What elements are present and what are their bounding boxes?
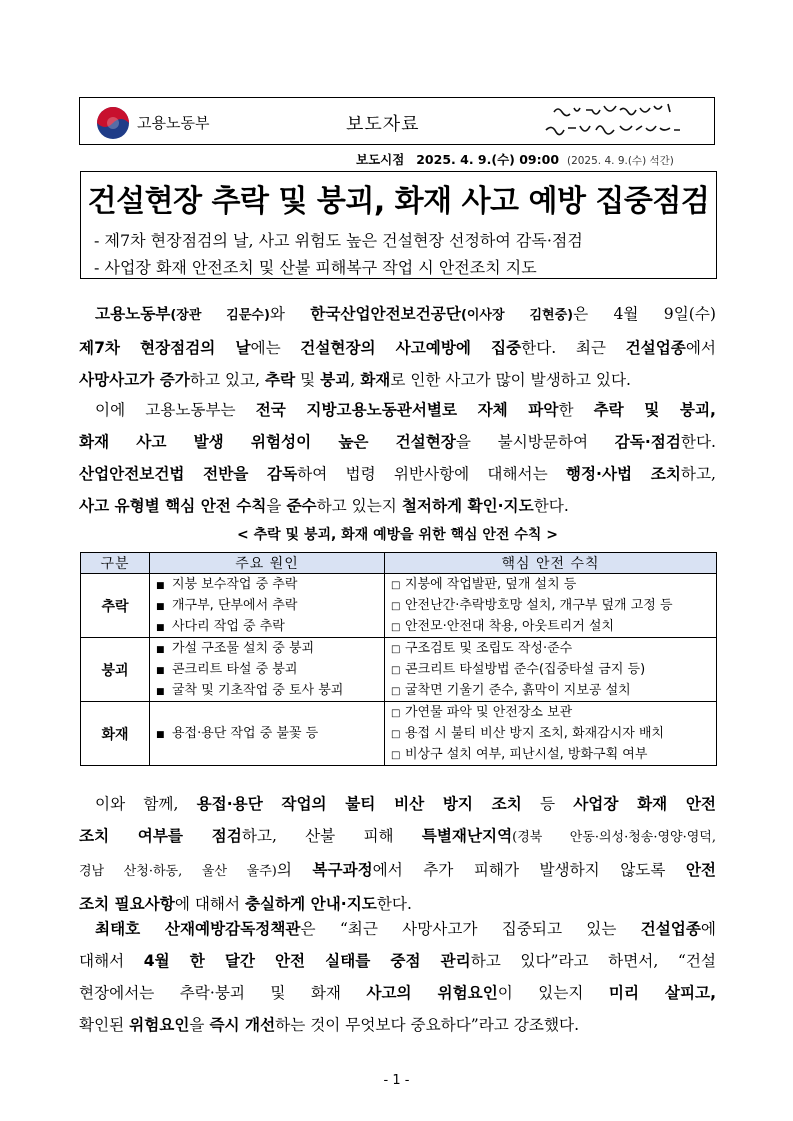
paragraph-2 [79, 394, 716, 522]
text: (경북 안동·의성·청송·영양·영덕, [512, 830, 716, 845]
text: 하고, [680, 465, 717, 483]
text: 은 “최근 사망사고가 집중되고 있는 [300, 920, 641, 938]
page-number: - 1 - [383, 1073, 410, 1088]
embargo-note: (2025. 4. 9.(수) 석간) [566, 155, 674, 167]
slogan-handwriting-icon [540, 100, 690, 142]
subtitle-1: - 제7차 현장점검의 날, 사고 위험도 높은 건설현장 선정하여 감독·점검 [94, 231, 583, 250]
text-bold: 준수 [286, 497, 317, 515]
cause-text: 용접·용단 작업 중 불꽃 등 [172, 726, 319, 741]
list-item [385, 723, 716, 744]
text-bold: 건설업종 [640, 920, 701, 938]
box-bullet-icon: □ [391, 665, 401, 676]
text-bold: 미리 살피고, [608, 984, 717, 1002]
list-item [150, 574, 384, 595]
text: 현장에서는 추락·붕괴 및 화재 [79, 984, 367, 1002]
box-bullet-icon: □ [391, 708, 401, 719]
text-bold: 특별재난지역 [421, 827, 513, 845]
text-bold: 건설현장의 사고예방에 집중 [300, 339, 522, 357]
square-bullet-icon: ■ [156, 666, 165, 676]
paragraph-4 [79, 913, 716, 1041]
text: 하고 있는지 [316, 497, 402, 515]
text: 대해서 [79, 952, 144, 970]
causes-cell [150, 702, 385, 766]
text-bold: (장관 김문수) [170, 308, 270, 323]
text: 에 대해서 [174, 895, 245, 913]
text: 등 [521, 795, 574, 813]
safety-rules-table [80, 552, 717, 766]
list-item [385, 702, 716, 723]
table-row [81, 702, 717, 766]
text: 이 있는지 [497, 984, 609, 1002]
text: 와 [269, 305, 311, 323]
text: 하고 있다”라고 하면서, “건설 [470, 952, 716, 970]
list-item [150, 659, 384, 680]
text-bold: 4월 한 달간 안전 실태를 중점 관리 [143, 952, 471, 970]
text: 의 [276, 861, 313, 879]
rules-cell [385, 574, 717, 638]
text-bold: 사고 유형별 핵심 안전 수칙 [79, 497, 267, 515]
list-item [150, 680, 384, 701]
rules-cell [385, 702, 717, 766]
rule-text: 안전모·안전대 착용, 아웃트리거 설치 [405, 619, 615, 634]
text: 을 불시방문하여 [455, 433, 615, 451]
text-bold: 행정·사법 조치 [565, 465, 681, 483]
rule-text: 안전난간·추락방호망 설치, 개구부 덮개 고정 등 [405, 598, 673, 613]
text: 에 [700, 920, 716, 938]
text-bold: 즉시 개선 [209, 1016, 276, 1034]
government-emblem-icon [96, 106, 130, 140]
table-row [81, 638, 717, 702]
paragraph-3 [79, 788, 716, 920]
box-bullet-icon: □ [391, 729, 401, 740]
embargo-label: 보도시점 [356, 152, 405, 167]
text-bold: 조치 필요사항 [79, 895, 175, 913]
square-bullet-icon: ■ [156, 730, 165, 740]
text-bold: 충실하게 안내·지도 [244, 895, 377, 913]
category-cell: 붕괴 [81, 638, 150, 702]
text-bold: 위험요인 [129, 1016, 190, 1034]
text: 을 [189, 1016, 210, 1034]
list-item [150, 616, 384, 637]
text: 하고 있고, [189, 371, 265, 389]
list-item [385, 574, 716, 595]
text-bold: 산업안전보건법 전반을 감독 [79, 465, 298, 483]
table-header-row [81, 553, 717, 574]
list-item [150, 595, 384, 616]
rule-text: 비상구 설치 여부, 피난시설, 방화구획 여부 [405, 747, 648, 762]
list-item [385, 744, 716, 765]
rule-text: 구조검토 및 조립도 작성·준수 [405, 641, 573, 656]
text-bold: 한국산업안전보건공단 [310, 305, 461, 323]
text-bold: 사고의 위험요인 [366, 984, 498, 1002]
text-bold: 붕괴 [320, 371, 351, 389]
text: 을 [266, 497, 287, 515]
rules-cell [385, 638, 717, 702]
list-item [150, 638, 384, 659]
text-bold: 복구과정 [312, 861, 373, 879]
text-bold: 최태호 산재예방감독정책관 [95, 920, 301, 938]
square-bullet-icon: ■ [156, 687, 165, 697]
text: 확인된 [79, 1016, 130, 1034]
cause-text: 굴착 및 기초작업 중 토사 붕괴 [172, 683, 344, 698]
text: 에는 [250, 339, 301, 357]
text: 한 [558, 401, 594, 419]
text: , [350, 371, 361, 389]
cause-text: 가설 구조물 설치 중 붕괴 [172, 641, 315, 656]
text-bold: 전국 지방고용노동관서별로 자체 파악 [255, 401, 559, 419]
text: 한다. 최근 [521, 339, 626, 357]
cause-text: 콘크리트 타설 중 붕괴 [172, 662, 298, 677]
text: 에서 추가 피해가 발생하지 않도록 [372, 861, 686, 879]
text-bold: 조치 여부를 점검 [79, 827, 242, 845]
text: 한다. [376, 895, 412, 913]
text: 로 인한 사고가 많이 발생하고 있다. [390, 371, 631, 389]
table-caption: < 추락 및 붕괴, 화재 예방을 위한 핵심 안전 수칙 > [237, 527, 558, 543]
rule-text: 용접 시 불티 비산 방지 조치, 화재감시자 배치 [405, 726, 665, 741]
cause-text: 지붕 보수작업 중 추락 [172, 577, 298, 592]
box-bullet-icon: □ [391, 686, 401, 697]
text: 에서 [685, 339, 716, 357]
text: 한다. [533, 497, 569, 515]
embargo-datetime: 2025. 4. 9.(수) 09:00 [416, 152, 560, 167]
cause-text: 사다리 작업 중 추락 [172, 619, 285, 634]
release-label: 보도자료 [346, 114, 420, 135]
box-bullet-icon: □ [391, 644, 401, 655]
list-item [385, 616, 716, 637]
rule-text: 가연물 파악 및 안전장소 보관 [405, 705, 573, 720]
text: 하고, 산불 피해 [241, 827, 422, 845]
text: 하는 것이 무엇보다 중요하다”라고 강조했다. [275, 1016, 580, 1034]
rule-text: 콘크리트 타설방법 준수(집중타설 금지 등) [405, 662, 646, 677]
list-item [385, 595, 716, 616]
square-bullet-icon: ■ [156, 581, 165, 591]
ministry-name: 고용노동부 [137, 114, 210, 132]
text: 이에 고용노동부는 [95, 401, 256, 419]
text: 은 4월 9일(수) [573, 305, 716, 323]
list-item [150, 723, 384, 744]
column-header-rules: 핵심 안전 수칙 [385, 553, 717, 574]
text: 하여 법령 위반사항에 대해서는 [297, 465, 566, 483]
rule-text: 굴착면 기울기 준수, 흙막이 지보공 설치 [405, 683, 631, 698]
box-bullet-icon: □ [391, 622, 401, 633]
square-bullet-icon: ■ [156, 645, 165, 655]
column-header-causes: 주요 원인 [150, 553, 385, 574]
category-cell: 화재 [81, 702, 150, 766]
page-title: 건설현장 추락 및 붕괴, 화재 사고 예방 집중점검 [87, 184, 710, 219]
column-header-category: 구분 [81, 553, 150, 574]
list-item [385, 659, 716, 680]
causes-cell [150, 638, 385, 702]
text: 경남 산청·하동, 울산 울주) [79, 864, 277, 879]
text-bold: 용접·용단 작업의 불티 비산 방지 조치 [196, 795, 522, 813]
list-item [385, 638, 716, 659]
text: 및 [295, 371, 321, 389]
text-bold: 추락 [265, 371, 296, 389]
subtitle-2: - 사업장 화재 안전조치 및 산불 피해복구 작업 시 안전조치 지도 [94, 258, 537, 277]
text-bold: 화재 [360, 371, 391, 389]
rule-text: 지붕에 작업발판, 덮개 설치 등 [405, 577, 577, 592]
text-bold: 건설업종 [625, 339, 686, 357]
text-bold: 고용노동부 [95, 305, 171, 323]
text-bold: 안전 [685, 861, 716, 879]
table-row [81, 574, 717, 638]
text-bold: (이사장 김현중) [460, 308, 574, 323]
box-bullet-icon: □ [391, 601, 401, 612]
text-bold: 화재 사고 발생 위험성이 높은 건설현장 [79, 433, 456, 451]
text: 한다. [680, 433, 716, 451]
text-bold: 철저하게 확인·지도 [401, 497, 534, 515]
box-bullet-icon: □ [391, 580, 401, 591]
square-bullet-icon: ■ [156, 602, 165, 612]
text-bold: 사망사고가 증가 [79, 371, 190, 389]
embargo-line [356, 150, 674, 168]
category-cell: 추락 [81, 574, 150, 638]
box-bullet-icon: □ [391, 750, 401, 761]
text-bold: 추락 및 붕괴, [593, 401, 716, 419]
text-bold: 제7차 현장점검의 날 [79, 339, 251, 357]
cause-text: 개구부, 단부에서 추락 [172, 598, 298, 613]
text: 이와 함께, [95, 795, 197, 813]
text-bold: 감독·점검 [614, 433, 681, 451]
square-bullet-icon: ■ [156, 623, 165, 633]
list-item [385, 680, 716, 701]
causes-cell [150, 574, 385, 638]
paragraph-1 [79, 298, 716, 396]
text-bold: 사업장 화재 안전 [573, 795, 717, 813]
